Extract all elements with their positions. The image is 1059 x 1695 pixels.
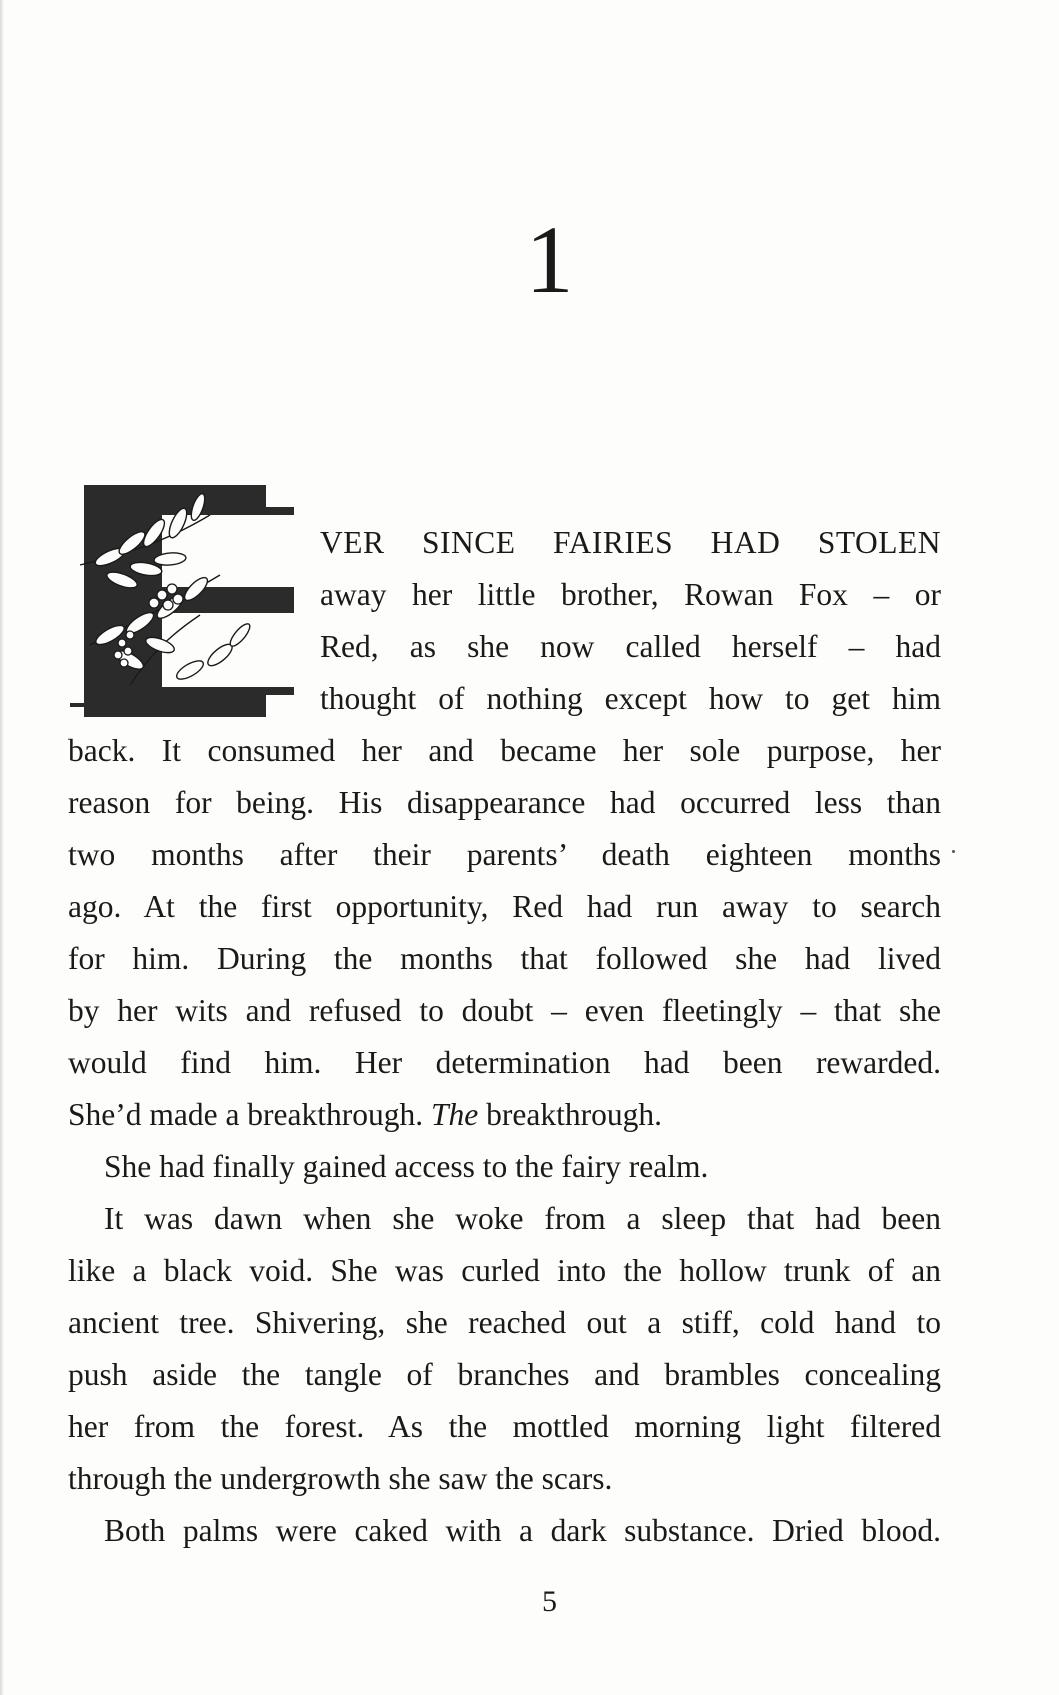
text-line: reason for being. His disappearance had occurred less than bbox=[68, 785, 941, 820]
chapter-number: 1 bbox=[525, 206, 574, 313]
opening-line: VER SINCE FAIRIES HAD STOLEN bbox=[320, 525, 941, 560]
text-line: by her wits and refused to doubt – even fleetingly – that she bbox=[68, 993, 941, 1028]
opening-lines bbox=[320, 517, 941, 725]
paragraph-3 bbox=[68, 1193, 941, 1505]
text-line: through the undergrowth she saw the scars. bbox=[68, 1461, 613, 1496]
text-line: like a black void. She was curled into the hollow trunk of an bbox=[68, 1253, 941, 1288]
paragraph-2 bbox=[68, 1141, 941, 1193]
drop-cap-serif-top bbox=[266, 485, 294, 507]
text-line: ago. At the first opportunity, Red had run away to search bbox=[68, 889, 941, 924]
opening-line: away her little brother, Rowan Fox – or bbox=[320, 577, 941, 612]
text-line: would find him. Her determination had been rewarded. bbox=[68, 1045, 941, 1080]
text-line: two months after their parents’ death eighteen months bbox=[68, 837, 941, 872]
text-line bbox=[68, 1089, 941, 1141]
drop-cap-serif-bottom bbox=[266, 695, 294, 717]
opening-line: Red, as she now called herself – had bbox=[320, 629, 941, 664]
text-segment: breakthrough. bbox=[478, 1097, 662, 1132]
text-line: push aside the tangle of branches and brambles concealing bbox=[68, 1357, 941, 1392]
text-line: back. It consumed her and became her sole purpose, her bbox=[68, 733, 941, 768]
page-number: 5 bbox=[542, 1585, 557, 1618]
print-speck bbox=[952, 850, 955, 853]
drop-cap-underline bbox=[70, 703, 84, 707]
drop-cap-illustration bbox=[70, 485, 294, 717]
text-line: It was dawn when she woke from a sleep that had been bbox=[104, 1201, 941, 1236]
text-line: Both palms were caked with a dark substance. Dried blood. bbox=[104, 1513, 941, 1548]
text-segment: She’d made a breakthrough. bbox=[68, 1097, 432, 1132]
italic-emphasis: The bbox=[431, 1097, 479, 1132]
text-line: for him. During the months that followed she had lived bbox=[68, 941, 941, 976]
paragraph-4 bbox=[68, 1505, 941, 1557]
text-line: She had finally gained access to the fairy realm. bbox=[104, 1149, 709, 1184]
opening-line: thought of nothing except how to get him bbox=[320, 681, 941, 716]
text-line: her from the forest. As the mottled morning light filtered bbox=[68, 1409, 941, 1444]
paragraph-1 bbox=[68, 725, 941, 1141]
text-line: ancient tree. Shivering, she reached out a stiff, cold hand to bbox=[68, 1305, 941, 1340]
